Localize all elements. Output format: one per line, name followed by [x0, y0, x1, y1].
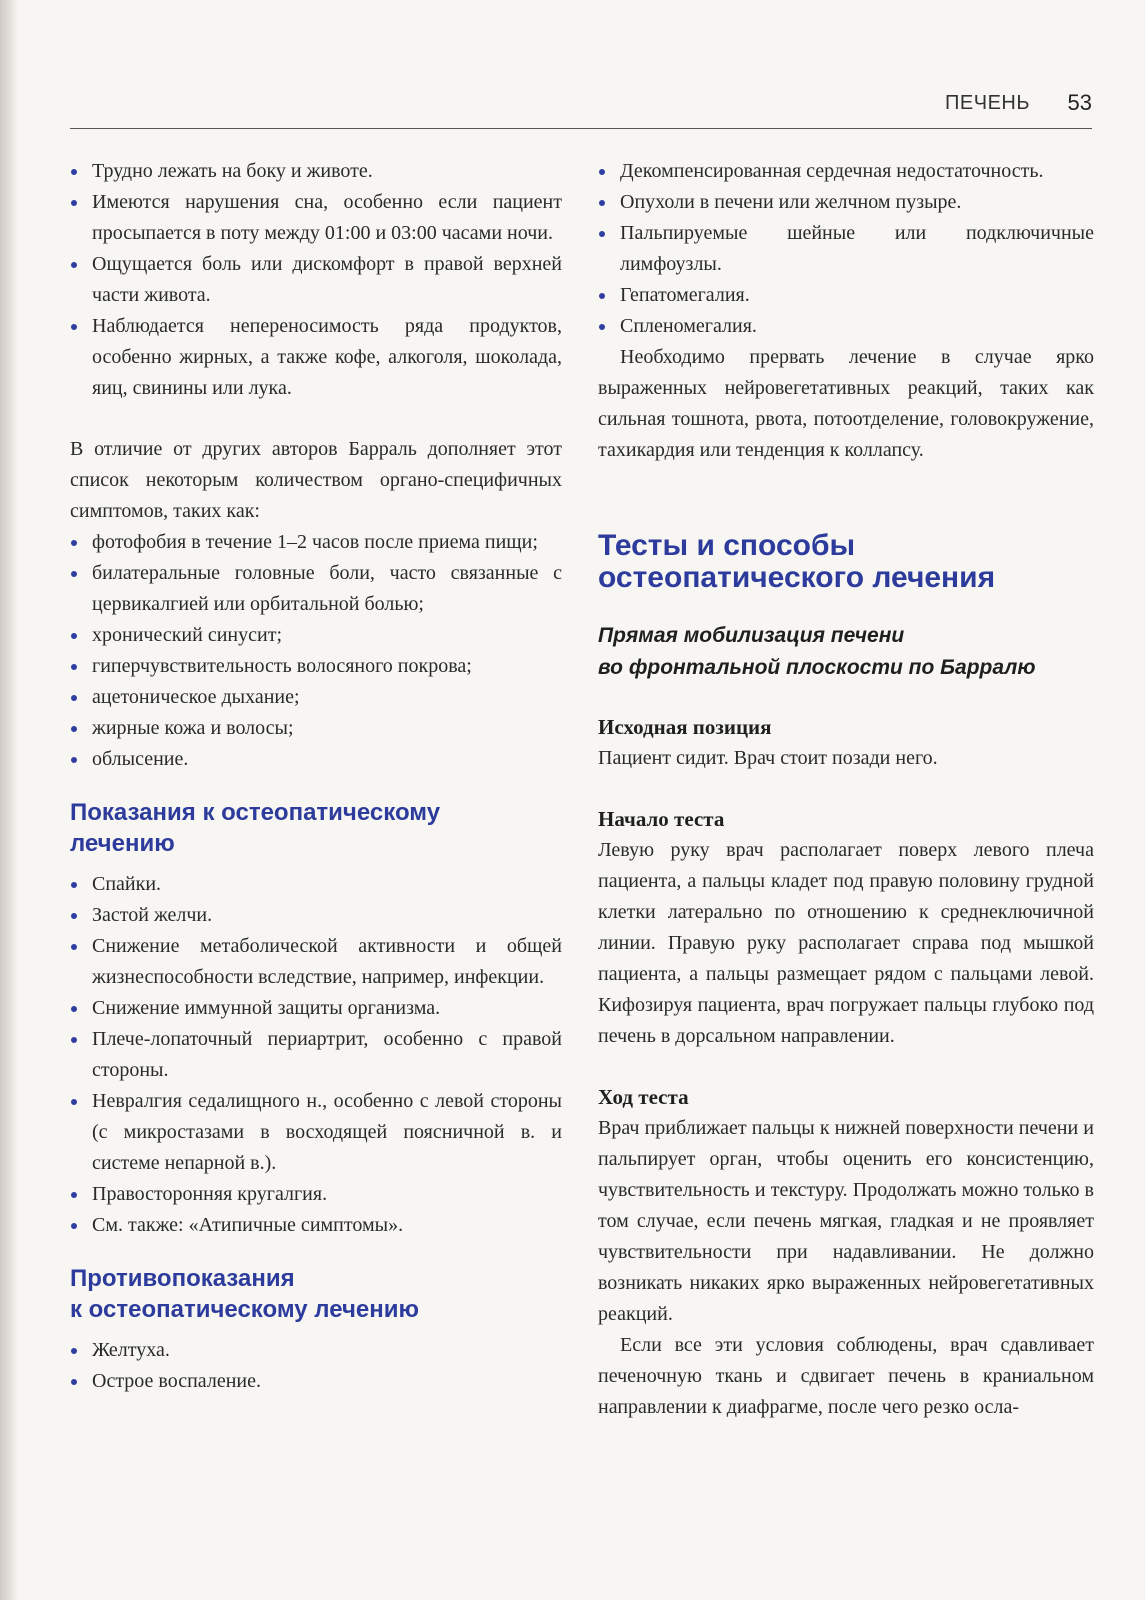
list-item: ацетоническое дыхание; — [70, 682, 562, 713]
contraindications-heading — [70, 1263, 562, 1325]
test-start-text: Левую руку врач располагает поверх левого плеча пациента, а пальцы кладет под правую половину грудной клетки латерально по отношению к среднеключичной линии. Правую руку располагает справа под мышкой пациента, а пальцы размещает рядом с пальцами левой. Кифозируя пациента, врач погружает пальцы глубоко под печень в дорсальном направлении. — [598, 839, 1094, 1047]
page-number: 53 — [1067, 90, 1092, 115]
symptom-list — [70, 156, 562, 404]
technique-subheading-line1: Прямая мобилизация печени — [598, 624, 905, 647]
list-item: Снижение метаболической активности и общей жизнеспособности вследствие, например, инфекции. — [70, 931, 562, 993]
list-item: См. также: «Атипичные симптомы». — [70, 1210, 562, 1241]
list-item: Застой желчи. — [70, 900, 562, 931]
page-header — [70, 88, 1092, 129]
test-course-heading: Ход теста — [598, 1085, 689, 1109]
list-item: Острое воспаление. — [70, 1366, 562, 1397]
list-item: Имеются нарушения сна, особенно если пациент просыпается в поту между 01:00 и 03:00 часами ночи. — [70, 187, 562, 249]
test-course-text: Врач приближает пальцы к нижней поверхности печени и пальпирует орган, чтобы оценить его консистенцию, чувствительность и текстуру. Продолжать можно только в том случае, если печень мягкая, гладкая и не проявляет чувствительности при надавливании. Не должно возникать никаких ярко выраженных нейровегетативных реакций. — [598, 1117, 1094, 1325]
test-start-heading: Начало теста — [598, 807, 725, 831]
list-item: хронический синусит; — [70, 620, 562, 651]
list-item: Ощущается боль или дискомфорт в правой верхней части живота. — [70, 249, 562, 311]
start-position-text: Пациент сидит. Врач стоит позади него. — [598, 747, 938, 769]
book-spine-shadow — [0, 0, 18, 1600]
list-item: Правосторонняя кругалгия. — [70, 1179, 562, 1210]
list-item: фотофобия в течение 1–2 часов после приема пищи; — [70, 527, 562, 558]
list-item: облысение. — [70, 744, 562, 775]
list-item: Пальпируемые шейные или подключичные лимфоузлы. — [598, 218, 1094, 280]
list-item: Спайки. — [70, 869, 562, 900]
contraindications-heading-line2: к остеопатическому лечению — [70, 1296, 419, 1323]
list-item: Снижение иммунной защиты организма. — [70, 993, 562, 1024]
tests-heading — [598, 530, 1094, 594]
list-item: Невралгия седалищного н., особенно с левой стороны (с микростазами в восходящей поясничной в. и системе непарной в.). — [70, 1086, 562, 1179]
contraindications-heading-line1: Противопоказания — [70, 1265, 295, 1292]
tests-heading-line2: остеопатического лечения — [598, 561, 996, 594]
list-item: Гепатомегалия. — [598, 280, 1094, 311]
right-column — [598, 156, 1094, 1423]
contraindications-list-continued — [598, 156, 1094, 342]
list-item: Желтуха. — [70, 1335, 562, 1366]
tests-heading-line1: Тесты и способы — [598, 529, 856, 562]
start-position-heading: Исходная позиция — [598, 715, 772, 739]
contraindications-list — [70, 1335, 562, 1397]
left-column — [70, 156, 562, 1397]
indications-list — [70, 869, 562, 1241]
technique-subheading — [598, 620, 1094, 684]
list-item: билатеральные головные боли, часто связанные с цервикалгией или орбитальной болью; — [70, 558, 562, 620]
intro-paragraph: В отличие от других авторов Барраль дополняет этот список некоторым количеством органо-специфичных симптомов, таких как: — [70, 438, 562, 522]
list-item: Декомпенсированная сердечная недостаточность. — [598, 156, 1094, 187]
list-item: Спленомегалия. — [598, 311, 1094, 342]
list-item: жирные кожа и волосы; — [70, 713, 562, 744]
final-paragraph: Если все эти условия соблюдены, врач сдавливает печеночную ткань и сдвигает печень в краниальном направлении к диафрагме, после чего резко осла- — [598, 1334, 1094, 1418]
stop-treatment-paragraph: Необходимо прервать лечение в случае ярко выраженных нейровегетативных реакций, таких как сильная тошнота, рвота, потоотделение, головокружение, тахикардия или тенденция к коллапсу. — [598, 346, 1094, 461]
indications-heading: Показания к остеопатическому лечению — [70, 799, 441, 857]
list-item: Плече-лопаточный периартрит, особенно с правой стороны. — [70, 1024, 562, 1086]
list-item: Наблюдается непереносимость ряда продуктов, особенно жирных, а также кофе, алкоголя, шоколада, яиц, свинины или лука. — [70, 311, 562, 404]
list-item: Трудно лежать на боку и животе. — [70, 156, 562, 187]
running-head-section: ПЕЧЕНЬ — [945, 92, 1030, 114]
technique-subheading-line2: во фронтальной плоскости по Барралю — [598, 656, 1036, 679]
list-item: Опухоли в печени или желчном пузыре. — [598, 187, 1094, 218]
list-item: гиперчувствительность волосяного покрова; — [70, 651, 562, 682]
organ-specific-symptom-list — [70, 527, 562, 775]
